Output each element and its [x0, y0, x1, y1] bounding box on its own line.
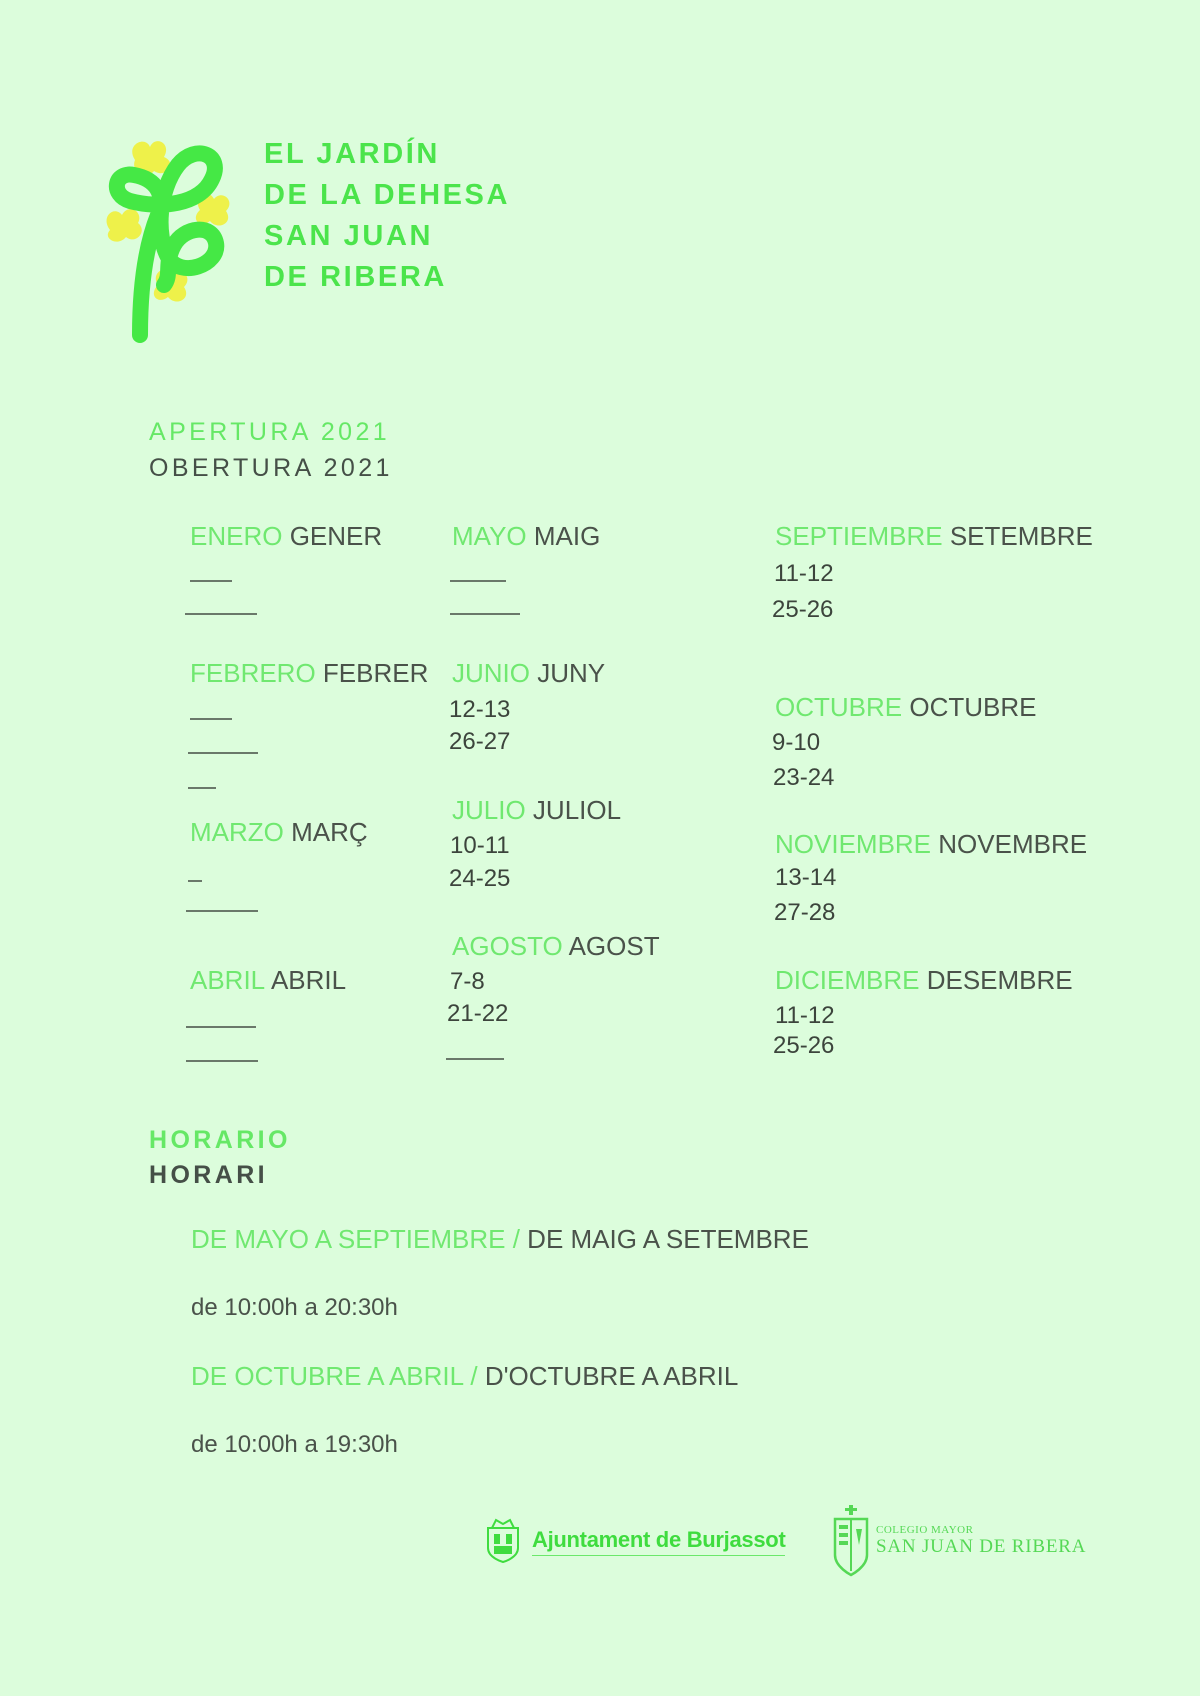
month-junio [452, 660, 605, 686]
month-marzo [190, 819, 368, 845]
month-es: SEPTIEMBRE [775, 521, 943, 551]
month-es: JUNIO [452, 658, 530, 688]
opening-title-ca: OBERTURA 2021 [149, 454, 393, 482]
period-es: DE OCTUBRE A ABRIL / [191, 1361, 478, 1391]
period-ca: D'OCTUBRE A ABRIL [484, 1361, 739, 1391]
date-range: 27-28 [774, 899, 836, 926]
month-ca: OCTUBRE [909, 692, 1037, 722]
month-ca: SETEMBRE [949, 521, 1093, 551]
month-es: ENERO [190, 521, 283, 551]
date-range: 12-13 [449, 696, 511, 723]
month-es: ABRIL [190, 965, 266, 995]
month-es: FEBRERO [190, 658, 316, 688]
colegio-name: SAN JUAN DE RIBERA [876, 1536, 1087, 1557]
month-es: DICIEMBRE [775, 965, 920, 995]
month-es: MARZO [190, 817, 284, 847]
date-range: 25-26 [772, 596, 834, 623]
schedule-title-es: HORARIO [149, 1126, 291, 1154]
burjassot-logo [482, 1518, 785, 1564]
closed-dash [185, 613, 257, 615]
date-range: 11-12 [774, 560, 834, 587]
colegio-subtitle: COLEGIO MAYOR [876, 1524, 974, 1536]
colegio-logo [832, 1505, 1086, 1577]
closed-dash [188, 787, 216, 789]
month-ca: GENER [289, 521, 383, 551]
month-ca: ABRIL [270, 965, 347, 995]
schedule-hours-2: de 10:00h a 19:30h [191, 1431, 398, 1458]
closed-dash [186, 1060, 258, 1062]
closed-dash [190, 718, 232, 720]
closed-dash [186, 1026, 256, 1028]
month-agosto [452, 933, 660, 959]
month-ca: FEBRER [322, 658, 429, 688]
logo-title-line-4: DE RIBERA [264, 261, 447, 293]
closed-dash [186, 910, 258, 912]
closed-dash [446, 1058, 504, 1060]
month-ca: JUNY [537, 658, 606, 688]
date-range: 26-27 [449, 728, 511, 755]
month-es: OCTUBRE [775, 692, 903, 722]
month-ca: MAIG [533, 521, 601, 551]
date-range: 23-24 [773, 764, 835, 791]
month-diciembre [775, 967, 1073, 993]
date-range: 10-11 [450, 832, 510, 859]
month-ca: MARÇ [291, 817, 368, 847]
month-noviembre [775, 831, 1087, 857]
date-range: 11-12 [775, 1002, 835, 1029]
month-es: JULIO [452, 795, 526, 825]
month-ca: NOVEMBRE [938, 829, 1088, 859]
colegio-crest-icon [832, 1505, 870, 1577]
period-ca: DE MAIG A SETEMBRE [527, 1224, 809, 1254]
date-range: 25-26 [773, 1032, 835, 1059]
opening-title-es: APERTURA 2021 [149, 418, 391, 446]
date-range: 13-14 [775, 864, 837, 891]
date-range: 9-10 [772, 729, 821, 756]
schedule-hours-1: de 10:00h a 20:30h [191, 1294, 398, 1321]
logo-title-line-2: DE LA DEHESA [264, 179, 511, 211]
month-es: AGOSTO [452, 931, 563, 961]
date-range: 7-8 [450, 968, 485, 995]
closed-dash [450, 613, 520, 615]
closed-dash [450, 580, 506, 582]
schedule-title-ca: HORARI [149, 1161, 269, 1189]
closed-dash [190, 580, 232, 582]
month-mayo [452, 523, 600, 549]
date-range: 24-25 [449, 865, 511, 892]
period-es: DE MAYO A SEPTIEMBRE / [191, 1224, 520, 1254]
month-julio [452, 797, 621, 823]
month-octubre [775, 694, 1036, 720]
burjassot-name: Ajuntament de Burjassot [532, 1527, 785, 1556]
month-es: NOVIEMBRE [775, 829, 932, 859]
month-septiembre [775, 523, 1093, 549]
flower-vine-icon [100, 135, 250, 355]
logo-title-line-1: EL JARDÍN [264, 138, 440, 170]
logo-title-line-3: SAN JUAN [264, 220, 434, 252]
closed-dash [188, 880, 202, 882]
month-febrero [190, 660, 428, 686]
burjassot-crest-icon [482, 1518, 524, 1564]
month-abril [190, 967, 346, 993]
month-enero [190, 523, 382, 549]
date-range: 21-22 [447, 1000, 509, 1027]
month-ca: AGOST [568, 931, 660, 961]
month-es: MAYO [452, 521, 527, 551]
month-ca: JULIOL [532, 795, 622, 825]
month-ca: DESEMBRE [926, 965, 1073, 995]
closed-dash [188, 752, 258, 754]
schedule-period-1 [191, 1226, 809, 1252]
schedule-period-2 [191, 1363, 738, 1389]
